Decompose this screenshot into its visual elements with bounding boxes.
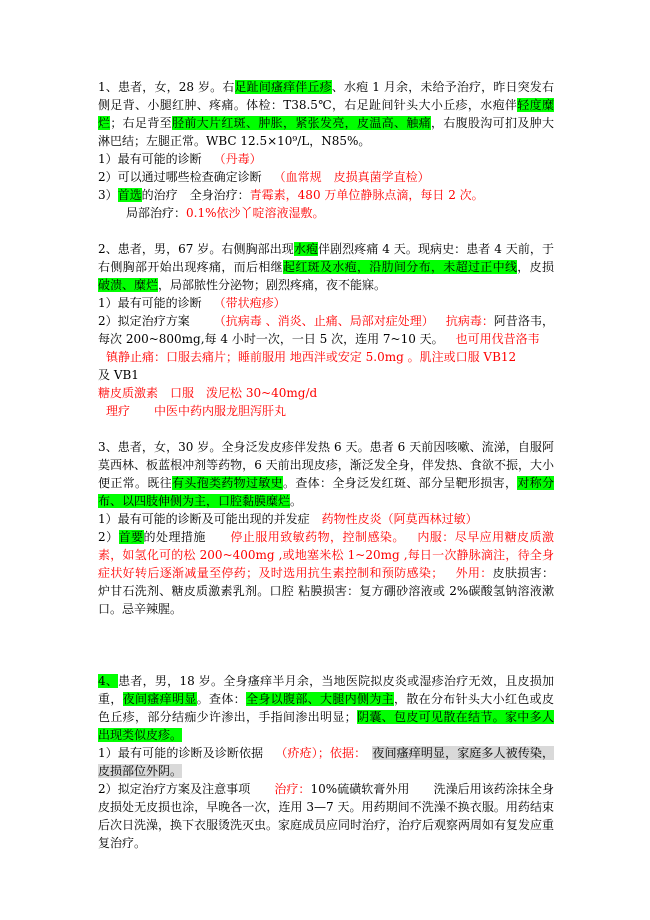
case-3-q2-label: 的处理措施 <box>143 530 206 544</box>
case-2-question-1 <box>98 294 554 312</box>
case-4-highlight-1: 夜间瘙痒明显 <box>122 692 197 706</box>
case-3-q2-answer-3: 外用： <box>455 566 493 580</box>
case-2-steroid <box>98 384 554 402</box>
case-4-q2-answer: 10%硫磺软膏外用 洗澡后用该药涂抹全身皮损处无皮损也涂，早晚各一次，连用 3—7 天。用药期间不洗澡不换衣服。用药结束后次日洗澡，换下衣服烫洗灭虫。家庭成员应同时治疗，治疗后观察两周如有复发应重复治疗。 <box>98 782 555 850</box>
case-1 <box>98 78 554 222</box>
case-1-question-1 <box>98 150 554 168</box>
case-4-q2-answer-label: 治疗： <box>274 782 311 796</box>
case-1-q1-answer: （丹毒） <box>213 152 262 166</box>
case-1-q3-prefix: 3） <box>98 188 118 202</box>
case-2-q2-answer-2: 抗病毒： <box>445 314 494 328</box>
case-4 <box>98 672 554 852</box>
case-3 <box>98 438 554 618</box>
case-2-text-1: 2、患者，男，67 岁。右侧胸部出现 <box>98 242 294 256</box>
case-3-text-2: 。查体：全身泛发红斑、部分呈靶形损害， <box>283 476 518 490</box>
case-3-q1-answer: 药物性皮炎（阿莫西林过敏） <box>321 512 478 526</box>
case-2-q1-label: 1）最有可能的诊断 <box>98 296 202 310</box>
case-1-highlight-3: 胫前大片红斑、肿胀，紧张发亮，皮温高、触痛 <box>172 116 431 130</box>
case-1-local-label: 局部治疗： <box>126 206 187 220</box>
case-1-text-4: ，右腹股沟可扪及肿大淋巴结；左腿正常。WBC 12.5×10⁹/L，N85%。 <box>98 116 554 148</box>
spacer <box>98 222 554 240</box>
case-1-description <box>98 78 554 150</box>
case-1-q1-label: 1）最有可能的诊断 <box>98 152 202 166</box>
case-1-q2-label: 2）可以通过哪些检查确定诊断 <box>98 170 262 184</box>
case-2-sedation-cont-text: 及 VB1 <box>98 368 139 382</box>
case-4-question-2 <box>98 780 554 852</box>
case-2-sedation <box>98 348 554 366</box>
case-2-q1-answer: （带状疱疹） <box>213 296 286 310</box>
spacer <box>98 618 554 654</box>
case-3-q2-answer-2: 内服：尽早应用糖皮质激素，如氢化可的松 200~400mg ,或地塞米松 1~20mg ,每日一次静脉滴注，待全身症状好转后逐渐减量至停药；及时选用抗生素控制和预防感染； <box>98 530 554 580</box>
case-1-text-3: ；右足背至 <box>110 116 173 130</box>
case-3-text-3: 。 <box>290 494 303 508</box>
case-1-local-treatment <box>98 204 554 222</box>
case-2-text-3: ，皮损 <box>517 260 554 274</box>
case-4-text-2: 。查体： <box>196 692 246 706</box>
case-3-q2-prefix: 2） <box>98 530 119 544</box>
case-3-highlight-1: 有头孢类药物过敏史 <box>172 476 283 490</box>
case-4-text-3: ，散在分布针头大小红色或皮色丘疹，部分结痂少许渗出，手指间渗出明显； <box>98 692 554 724</box>
case-3-description <box>98 438 554 510</box>
case-4-q2-label: 2）拟定治疗方案及注意事项 <box>98 782 251 796</box>
case-2-q2-answer-4: 也可用伐昔洛韦 <box>455 332 540 346</box>
spacer <box>98 654 554 672</box>
case-3-q1-label: 1）最有可能的诊断及可能出现的并发症 <box>98 512 310 526</box>
case-4-description <box>98 672 554 744</box>
case-4-highlight-2: 全身以腹部、大腿内侧为主 <box>246 692 394 706</box>
case-2-q2-answer-1: （抗病毒 、消炎、止痛、局部对症处理） <box>213 314 434 328</box>
case-4-text-1: 患者，男，18 岁。全身瘙痒半月余，当地医院拟皮炎或湿疹治疗无效，且皮损加重， <box>98 674 554 706</box>
case-1-q3-answer: 青霉素，480 万单位静脉点滴，每日 2 次。 <box>249 188 484 202</box>
case-4-q1-basis-label: ；依据： <box>317 746 367 760</box>
case-2-text-4: ，局部脓性分泌物；剧烈疼痛，夜不能寐。 <box>158 278 387 292</box>
case-2 <box>98 240 554 420</box>
case-1-question-2 <box>98 168 554 186</box>
case-3-text-1: 3、患者，女，30 岁。全身泛发皮疹伴发热 6 天。患者 6 天前因咳嗽、流涕，自服阿莫西林、板蓝根冲剂等药物，6 天前出现皮疹，渐泛发全身，伴发热、食欲不振，大小便正常。既往 <box>98 440 554 490</box>
case-4-q1-answer: （疥疮） <box>275 746 318 760</box>
case-2-steroid-text: 糖皮质激素 口服 泼尼松 30~40mg/d <box>98 386 318 400</box>
case-2-therapy <box>98 402 554 420</box>
case-4-question-1 <box>98 744 554 780</box>
spacer <box>98 420 554 438</box>
case-2-question-2 <box>98 312 554 348</box>
case-3-q2-answer-1: 停止服用致敏药物，控制感染。 <box>229 530 405 544</box>
case-1-q3-highlight: 首选 <box>117 188 142 202</box>
case-4-q1-basis: 夜间瘙痒明显，家庭多人被传染，皮损部位外阴。 <box>98 746 554 778</box>
case-2-text-2: 伴剧烈疼痛 4 天。现病史：患者 4 天前，于右侧胸部开始出现疼痛，而后相继 <box>98 242 554 274</box>
case-1-q3-label: 的治疗 全身治疗： <box>141 188 250 202</box>
case-2-therapy-text: 理疗 中医中药内服龙胆泻肝丸 <box>106 404 287 418</box>
case-2-highlight-3: 破溃、糜烂 <box>98 278 159 292</box>
case-1-question-3 <box>98 186 554 204</box>
case-1-local-answer: 0.1%依沙丫啶溶液湿敷。 <box>186 206 325 220</box>
case-4-q1-label: 1）最有可能的诊断及诊断依据 <box>98 746 264 760</box>
case-3-q2-highlight: 首要 <box>118 530 144 544</box>
case-3-question-2 <box>98 528 554 618</box>
case-2-sedation-text: 镇静止痛：口服去痛片；睡前服用 地西泮或安定 5.0mg 。肌注或口服 VB12 <box>106 350 517 364</box>
case-2-highlight-1: 水疱 <box>293 242 319 256</box>
case-1-text-2: 、水疱 1 月余，未给予治疗，昨日突发右侧足背、小腿红肿、疼痛。体检：T38.5℃，右足趾间针头大小丘疹，水疱伴 <box>98 80 554 112</box>
case-2-q2-label: 2）拟定治疗方案 <box>98 314 190 328</box>
case-4-number: 4、 <box>98 674 119 688</box>
case-4-highlight-3: 阴囊、包皮可见散在结节。家中多人出现类似皮疹。 <box>98 710 554 742</box>
case-1-highlight-2: 轻度糜烂 <box>98 98 554 130</box>
case-3-highlight-2: 对称分布、以四肢伸侧为主，口腔黏膜糜烂 <box>98 476 554 508</box>
case-3-question-1 <box>98 510 554 528</box>
document-page <box>98 78 554 852</box>
case-2-q2-answer-3: 阿昔洛韦，每次 200~800mg,每 4 小时一次，一日 5 次，连用 7~10 天。 <box>98 314 554 346</box>
case-1-q2-answer: （血常规 皮损真菌学直检） <box>273 170 430 184</box>
case-3-q2-answer-4: 皮肤损害：炉甘石洗剂、糖皮质激素乳剂。口腔 粘膜损害：复方硼砂溶液或 2%碳酸氢钠溶液漱口。忌辛辣腥。 <box>98 566 554 616</box>
case-1-highlight-1: 足趾间瘙痒伴丘疹 <box>234 80 332 94</box>
case-2-description <box>98 240 554 294</box>
case-2-highlight-2: 起红斑及水疱，沿肋间分布，未超过正中线 <box>282 260 518 274</box>
case-1-text-1: 1、患者，女，28 岁。右 <box>98 80 235 94</box>
case-2-sedation-cont <box>98 366 554 384</box>
